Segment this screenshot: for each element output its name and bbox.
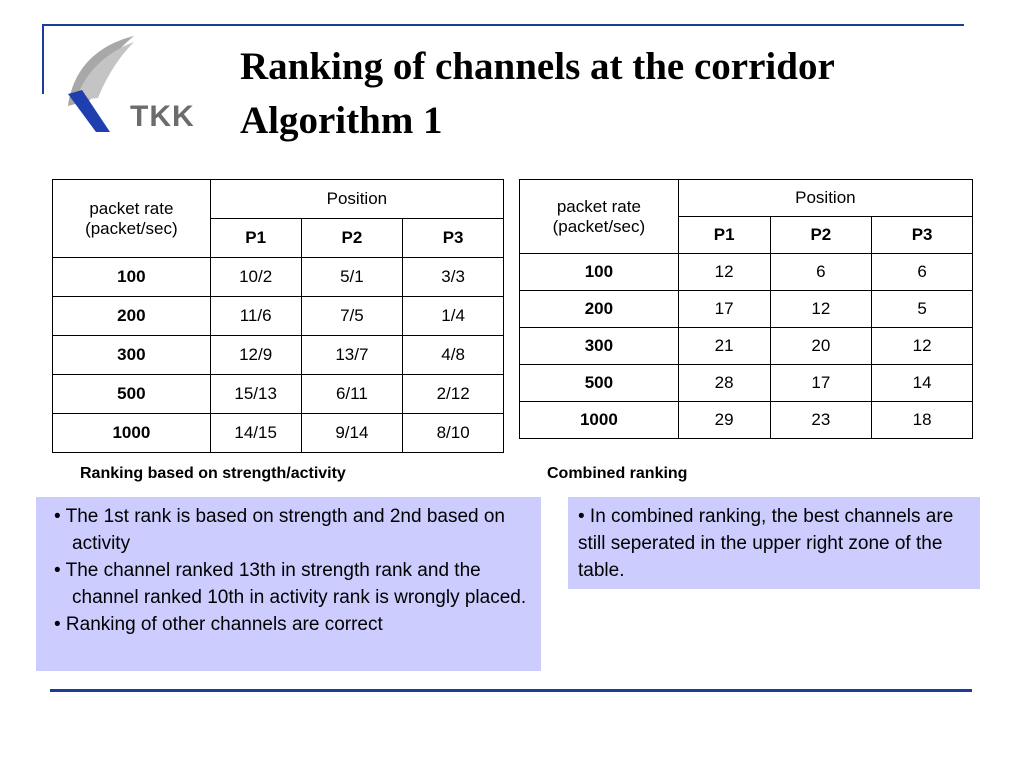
rank-cell: 11/6 (210, 297, 301, 336)
rank-cell: 21 (678, 328, 770, 365)
top-rule (42, 24, 964, 26)
table-row (520, 328, 973, 365)
rate-cell: 1000 (53, 414, 211, 453)
table-row (53, 336, 504, 375)
rank-cell: 10/2 (210, 258, 301, 297)
rank-cell: 3/3 (403, 258, 504, 297)
title-line-1: Ranking of channels at the corridor (240, 45, 835, 88)
rank-cell: 17 (770, 365, 872, 402)
position-header: Position (210, 180, 503, 219)
table1-caption: Ranking based on strength/activity (80, 465, 346, 482)
rate-cell: 200 (53, 297, 211, 336)
table2-caption: Combined ranking (547, 465, 688, 482)
rank-cell: 5/1 (301, 258, 403, 297)
rank-cell: 2/12 (403, 375, 504, 414)
rank-cell: 12 (872, 328, 973, 365)
rank-cell: 28 (678, 365, 770, 402)
column-header: P1 (210, 219, 301, 258)
rate-cell: 1000 (520, 402, 679, 439)
rank-cell: 4/8 (403, 336, 504, 375)
bottom-rule (50, 689, 972, 692)
rank-cell: 12 (770, 291, 872, 328)
slide-title (240, 40, 1000, 148)
table-row (520, 402, 973, 439)
strength-activity-ranking-table (52, 179, 504, 453)
rate-cell: 500 (53, 375, 211, 414)
rank-cell: 6 (770, 254, 872, 291)
table-row (520, 254, 973, 291)
rank-cell: 1/4 (403, 297, 504, 336)
rank-cell: 5 (872, 291, 973, 328)
rate-cell: 100 (520, 254, 679, 291)
note-item: • The channel ranked 13th in strength rank and the channel ranked 10th in activity rank is wrongly placed. (54, 560, 527, 608)
table-row (520, 291, 973, 328)
rate-cell: 300 (53, 336, 211, 375)
column-header: P2 (770, 217, 872, 254)
rate-cell: 200 (520, 291, 679, 328)
table-row (53, 375, 504, 414)
rank-cell: 12 (678, 254, 770, 291)
rank-cell: 15/13 (210, 375, 301, 414)
combined-ranking-table (519, 179, 973, 439)
title-line-2: Algorithm 1 (240, 99, 443, 142)
notes-left-box (36, 497, 541, 671)
rate-header: packet rate (packet/sec) (53, 180, 211, 258)
rank-cell: 29 (678, 402, 770, 439)
rank-cell: 6 (872, 254, 973, 291)
table-row (53, 258, 504, 297)
rank-cell: 23 (770, 402, 872, 439)
rate-cell: 100 (53, 258, 211, 297)
rank-cell: 14 (872, 365, 973, 402)
column-header: P3 (403, 219, 504, 258)
rank-cell: 20 (770, 328, 872, 365)
logo-text: TKK (130, 100, 195, 133)
note-item: • The 1st rank is based on strength and 2nd based on activity (54, 506, 505, 554)
position-header: Position (678, 180, 972, 217)
notes-right-box (568, 497, 980, 589)
rate-header: packet rate (packet/sec) (520, 180, 679, 254)
rank-cell: 17 (678, 291, 770, 328)
table-row (53, 414, 504, 453)
rank-cell: 7/5 (301, 297, 403, 336)
rank-cell: 14/15 (210, 414, 301, 453)
rank-cell: 12/9 (210, 336, 301, 375)
rank-cell: 9/14 (301, 414, 403, 453)
left-rule (42, 24, 44, 94)
column-header: P1 (678, 217, 770, 254)
rate-cell: 300 (520, 328, 679, 365)
rank-cell: 8/10 (403, 414, 504, 453)
note-item: • In combined ranking, the best channels are still seperated in the upper right zone of the table. (578, 506, 954, 581)
rank-cell: 6/11 (301, 375, 403, 414)
table-row (53, 297, 504, 336)
note-item: • Ranking of other channels are correct (54, 614, 383, 635)
column-header: P2 (301, 219, 403, 258)
table-row (520, 365, 973, 402)
rank-cell: 13/7 (301, 336, 403, 375)
rank-cell: 18 (872, 402, 973, 439)
rate-cell: 500 (520, 365, 679, 402)
column-header: P3 (872, 217, 973, 254)
